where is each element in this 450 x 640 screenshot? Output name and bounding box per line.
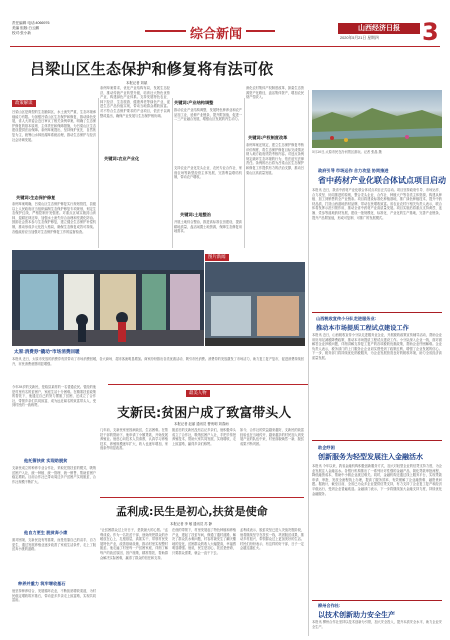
divider: [100, 497, 304, 498]
province-headline: 省中药材产业化联合体试点项目启动: [318, 176, 446, 185]
scenic-caption: 5月20日,太原市民在汾河景区游玩。记者 张晶 摄: [312, 150, 382, 154]
image-news-caption: 太原:消费券"撬动"市场消费回暖: [14, 349, 80, 354]
divider: [312, 312, 442, 313]
article-text: 今年38岁的支新民，是临县某村的一名普通农民。曾经的他是村里有名的贫困户，家庭生活十分困难。在精准扶贫政策的帮扶下，他通过自己的努力摆脱了贫困，还成立了合作社，带领乡亲们共同致富，成为远近闻名的致富带头人，受到村民的一致称赞。: [12, 385, 96, 408]
article-text: 如今，合作社的效益越来越好，支新民的致富经验也在当地传开，越来越多的村民加入到发展产业的队伍中来，村里面貌焕然一新，脱贫成果不断巩固。: [240, 428, 304, 446]
section-label: 综合新闻: [186, 23, 246, 42]
meng-byline: 本报记者 李 敏 通讯员 苏 静: [170, 522, 213, 526]
market-photo-art: [12, 250, 204, 346]
article-text: 本报讯 近日，太原市发放的消费券有效带动了市场消费回暖，各大商场、超市客流明显增加。商家纷纷推出各类优惠活动，吸引市民消费。消费券的发放激发了市场活力，助力复工复产复市，促进消费持续回升，市民消费意愿明显增强。: [12, 357, 304, 366]
main-headline: 吕梁山区生态保护和修复将有法可依: [30, 60, 274, 78]
article-text: 脱贫后的支新民没有忘记乡亲们，他积极牵头成立了合作社，吸纳贫困户入社，手把手传授养殖技术，帮助大家共同发展，实现增收，走上致富路，赢得乡亲们称赞。: [172, 428, 236, 446]
article-text: 开展土地综合整治，推进高标准农田建设，提高耕地质量，盘活闲置土地资源，保障生态修复用地需求。: [174, 220, 242, 234]
scenic-photo-art: [312, 90, 442, 148]
province-headline-2: 推动本市场提质工程试点建设工作: [316, 325, 409, 332]
article-text: 推动农业产业结构调整，发展特色种养业和农产品加工业，延伸产业链条，提升附加值，促进一二三产业融合发展，增强山区发展的内生动力。: [174, 108, 242, 122]
article-text: 孟利成表示，脱贫攻坚已进入决战决胜阶段，他将继续坚守在扶贫一线，巩固脱贫成果，推动乡村振兴，带领群众过上更加美好的生活。村民们纷纷表示，有这样的好干部，日子一定会越过越红火。: [240, 528, 304, 551]
divider: [312, 600, 442, 601]
masthead-rule: [10, 46, 440, 47]
policy-sub-5: 关键词:产权制度改革: [248, 135, 288, 140]
right-headline-1: 创新服务为轻型发展注入金融活水: [318, 453, 423, 461]
article-text: 深化农村集体产权制度改革，探索生态资源资产化路径，盘活集体资产，增加农民财产性收入。: [246, 86, 304, 100]
people-byline: 本报记者 赵丽 通讯员 曹贵明 刘春雨: [174, 422, 229, 426]
masthead-info-line: 美编 组版:白云鹏: [12, 26, 40, 30]
article-text: 面对困境，支新民没有等靠要，而是依靠自己的双手，自力更生，通过发展养殖业逐步改善了家庭生活条件，走上了脱贫奔小康的道路。: [12, 538, 96, 552]
article-text: 支持农业产业化龙头企业、农民专业合作社、家庭农场等新型经营主体发展，完善利益联结机制，带动农户增收。: [174, 166, 242, 180]
divider: [108, 384, 308, 385]
article-text: 他坚持种养结合，发展循环农业，不断拓宽增收渠道，为村民稳定增收筑牢基石，带动更多乡亲走上致富路，实现共同富裕。: [12, 589, 96, 603]
people-label: 最美人物: [186, 390, 210, 397]
market-photo-2-art: [205, 262, 305, 346]
page-number: 3: [422, 18, 439, 46]
province-kicker: 政府引导 市场运作 合力攻坚 协同推进: [318, 168, 389, 173]
article-text: 条例草案还规定，建立生态保护修复考核评价制度，将生态保护修复目标完成情况纳入地方政府绩效考核内容。对违反条例规定破坏生态环境的行为，依法追究法律责任。条例的出台将为吕梁山区生态保护和修复工作提供有力的法治支撑，推动吕梁山区高质量发展。: [246, 143, 304, 175]
article-text: 条例草案要求，优化产业结构布局，发展生态经济，推动传统产业转型升级，培育壮大特色优势产业，构建绿色产业体系。支持发展特色农业、林下经济、生态旅游、健康养老等绿色产业，促进生态产品价值实现，带动当地群众增收致富。对不符合生态保护要求的产业项目，依法予以调整或退出，确保产业发展与生态保护相协调。: [100, 86, 170, 118]
masthead-info-line: 责任编辑 电话:4066976: [12, 21, 50, 25]
column-rule: [172, 98, 173, 248]
divider: [312, 440, 442, 441]
people-sub-1: 他托管扶贫 实现助脱贫: [24, 458, 68, 463]
scenic-photo: [312, 90, 442, 148]
masthead-info: [12, 21, 82, 36]
date-line: 2020年5月21日 星期四: [340, 36, 379, 40]
article-text: 在他的带领下，村里发展起了特色种植和养殖产业，建起了扶贫车间，修通了通村道路，解决了群众饮水难问题，村容村貌发生了翻天覆地的变化，贫困群众的收入大幅提高，幸福感明显增强。他说，民生是初心，扶贫是使命，只要群众需要，就会一直干下去。: [172, 528, 236, 555]
image-news-label: 图片新闻: [205, 254, 229, 261]
masthead-info-line: 校对:张小新: [12, 31, 31, 35]
article-text: 本报讯 近日，山西税收宣传小分队走进服务业企业，开展税收政策宣传辅导活动，帮助企业用好用足减税降费政策，推动本市场提质工程试点建设工作。小分队深入企业一线，面对面解答企业涉税问题，详细讲解支持复工复产的各项税收优惠政策，帮助企业纾困解难。企业负责人表示，税务部门的上门服务让企业切实感受到了政策红利，增强了企业发展的信心。下一步，税务部门将持续优化纳税服务，为企业发展营造良好的税收环境，助力全省经济高质量发展。: [312, 333, 442, 360]
market-photo-2: [205, 262, 305, 346]
paper-name: 山西经济日报: [338, 23, 420, 34]
people-headline: 支新民:贫困户成了致富带头人: [117, 406, 292, 421]
market-photo: [12, 250, 204, 346]
article-text: 条例草案明确，吕梁山区生态保护修复实行规划管控，县级以上人民政府应当组织编制生态保护修复专项规划，划定生态保护红线，严格控制开发强度。对重点区域实施封山育林、退耕还林还草，加强水土流失综合治理和荒漠化防治。鼓励社会资本参与生态保护修复，建立健全生态保护补偿机制，推动形成多元化投入格局，确保生态修复成效可持续。各级政府应当加强对生态保护修复工作的监督检查。: [12, 202, 96, 234]
policy-sub-4: 关键词:土地整治: [180, 212, 211, 217]
column-rule: [244, 98, 245, 248]
right-label-2: 柳州合作社:: [318, 603, 341, 608]
policy-sub-3: 关键词:农业产业化: [104, 156, 140, 161]
policy-sub-1: 关键词:生态保护修复: [16, 195, 56, 200]
column-rule: [98, 98, 99, 248]
meng-headline: 孟利成:民生是初心,扶贫是使命: [116, 505, 268, 518]
article-text: "让贫困群众过上好日子，是我最大的心愿。"孟利成说。作为一名扶贫干部，他始终把群众的冷暖放在心上，扎根基层，真抓实干，带领村民发展特色产业，改善基础设施，推动村里实现整村脱贫。他走遍了村里每一户贫困家庭，详细了解每户的致贫原因，因户施策，精准帮扶，帮助群众解决实际困难，赢得了群众的信任和支持。: [100, 528, 168, 560]
people-sub-2: 他自力更生 脱贫奔小康: [24, 530, 68, 535]
right-label-1: 助企纾困: [318, 445, 335, 450]
policy-label: 政策解读: [12, 100, 36, 107]
article-text: 本报讯 近日，我省中药材产业化联合体试点项目正式启动。项目坚持政府引导、市场运作、合力攻坚、协同推进的原则，整合龙头企业、合作社、种植大户等各类主体资源，构建从种植、加工到销售的全产业链条。项目将建设标准化种植基地，推广绿色种植技术，提升中药材品质，打造山西道地药材品牌，带动农民增收致富。省农业农村厅相关负责人表示，联合体将发挥示范引领作用，推动全省中药材产业高质量发展。项目实施后将重点支持黄芪、连翘、党参等道地药材发展，建设一批规模化、标准化、产业化的生产基地，完善产业链条，提升产品附加值，形成可复制、可推广的发展模式。: [312, 188, 442, 220]
right-headline-2: 以技术创新助力安全生产: [318, 611, 395, 619]
people-sub-3: 种养并重力 筑牢增收基石: [18, 581, 66, 586]
article-text: 支新民成立的种养专业合作社，采取托管扶贫的模式，吸纳贫困户入社，统一种植、统一管理、统一销售，帮助贫困户稳定增收。目前合作社已带动周边多户贫困户实现脱贫，合作社规模不断扩大。: [12, 466, 96, 484]
column-rule: [308, 90, 309, 636]
main-byline: 本报记者 刘斌: [126, 81, 148, 85]
article-text: 几年前，支新民家里因病致贫，生活困难。在帮扶干部的帮助下，他申请了小额贷款，开始发展养殖业。他虚心向技术人员请教，认真学习养殖技术，养殖规模逐年扩大，收入也逐年增加，家庭条件明显改善。: [100, 428, 168, 451]
province-label-2: 山西税收宣传小分队走进服务业:: [316, 316, 377, 321]
article-text: 吕梁山区是典型的生态脆弱区，水土流失严重，生态环境承载能力有限。为加强吕梁山区生态保护和修复，推动绿色发展，省人大常委会近日审议了相关条例草案，明确了生态保护修复的基本原则、主体责任和保障措施，为吕梁山区生态建设提供法治保障。条例草案提出，坚持保护优先、自然恢复为主，统筹山水林田湖草系统治理，推动生态保护与经济社会协调发展。: [12, 110, 96, 142]
article-text: 本报讯 今年以来，我省金融机构积极创新服务方式，加大对轻型企业的信贷支持力度，为企业发展注入金融活水。各银行机构推出了一系列针对性强的金融产品，简化贷款审批流程，降低融资成本，帮助中小微企业渡过难关。同时，金融机构还通过线上服务平台，实现贷款申请、审批、发放全流程线上办理，提高了服务效率，有效缓解了企业融资难、融资贵问题。据统计，截至目前，全省已为众多企业提供信贷支持，有力支持了企业复工复产和经济平稳运行，受到企业普遍欢迎。金融部门表示，下一步将继续加大金融支持力度，持续优化金融服务。: [312, 464, 442, 496]
policy-sub-2: 关键词:产业结构调整: [174, 100, 214, 105]
article-text: 本报讯 柳州合作社坚持以技术创新为引领，加大安全投入，提升本质安全水平，助力企业安全生产。: [312, 620, 442, 629]
